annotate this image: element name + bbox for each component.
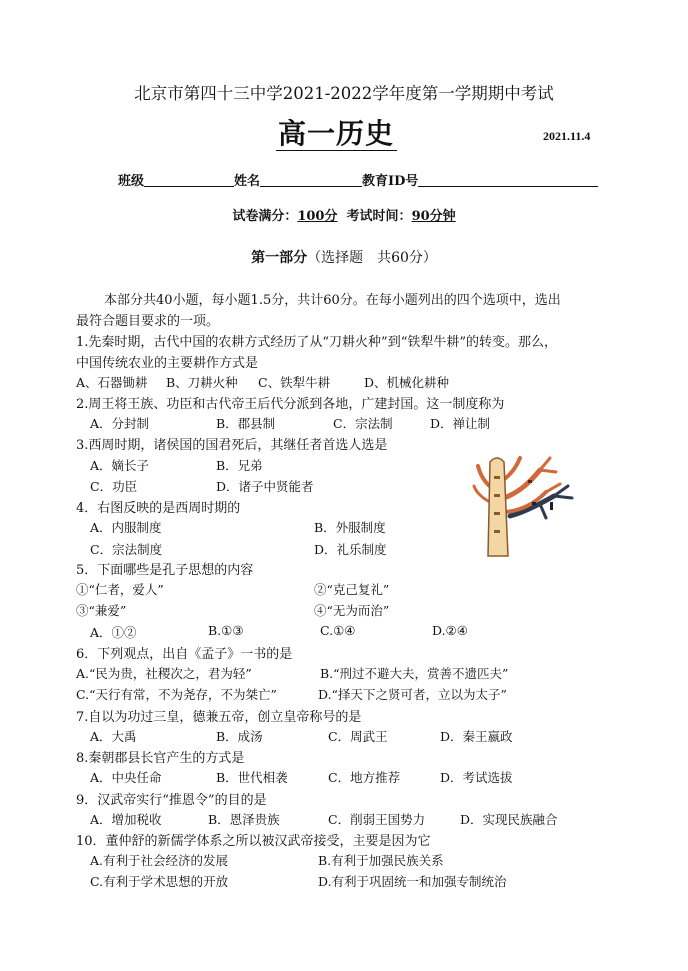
question-4-option-d[interactable]: D．礼乐制度 [314, 542, 387, 557]
question-5-option-b[interactable]: B.①③ [208, 623, 244, 638]
question-8-option-b[interactable]: B．世代相袭 [216, 770, 288, 785]
question-1-option-c[interactable]: C、铁犁牛耕 [258, 375, 331, 390]
section-title [0, 247, 688, 267]
section-title-bold: 第一部分 [251, 250, 308, 266]
question-5-item-3: ③“兼爱” [76, 603, 127, 618]
question-4-option-b[interactable]: B．外服制度 [314, 520, 386, 535]
question-8-option-d[interactable]: D．考试选拔 [440, 770, 513, 785]
name-label: 姓名 [234, 174, 261, 189]
question-3-option-c[interactable]: C．功臣 [90, 479, 138, 494]
question-8-stem: 8.秦朝郡县长官产生的方式是 [76, 751, 245, 766]
question-10-option-d[interactable]: D.有利于巩固统一和加强专制统治 [318, 874, 507, 889]
question-1-option-d[interactable]: D、机械化耕种 [364, 375, 450, 390]
school-exam-title: 北京市第四十三中学2021-2022学年度第一学期期中考试 [134, 84, 554, 103]
question-8-option-a[interactable]: A．中央任命 [90, 770, 162, 785]
question-4-option-c[interactable]: C．宗法制度 [90, 542, 163, 557]
question-2-option-b[interactable]: B．郡县制 [216, 416, 276, 431]
question-7-option-d[interactable]: D．秦王嬴政 [440, 729, 513, 744]
student-info-row [118, 170, 598, 189]
question-9-option-a[interactable]: A．增加税收 [90, 812, 162, 827]
exam-meta-row [0, 205, 688, 224]
question-3-option-a[interactable]: A．嫡长子 [90, 458, 150, 473]
question-9-option-b[interactable]: B．恩泽贵族 [208, 812, 280, 827]
question-5-item-1: ①“仁者，爱人” [76, 582, 164, 597]
question-1-option-b[interactable]: B、刀耕火种 [166, 375, 238, 390]
family-tree-diagram-icon [470, 452, 582, 557]
score-value: 100分 [297, 209, 338, 224]
id-blank[interactable] [418, 173, 598, 187]
question-10-stem: 10．董仲舒的新儒学体系之所以被汉武帝接受，主要是因为它 [76, 834, 431, 849]
question-5-option-a[interactable]: A．①② [90, 625, 137, 640]
question-5-item-2: ②“克己复礼” [314, 582, 390, 597]
question-10-option-b[interactable]: B.有利于加强民族关系 [318, 853, 444, 868]
question-7-stem: 7.自以为功过三皇，德兼五帝，创立皇帝称号的是 [76, 710, 362, 725]
question-8-option-c[interactable]: C．地方推荐 [328, 770, 401, 785]
family-tree-figure [470, 452, 582, 561]
question-9-option-d[interactable]: D．实现民族融合 [460, 812, 558, 827]
question-2-option-c[interactable]: C．宗法制 [333, 416, 393, 431]
subject-title: 高一历史 [278, 117, 395, 150]
question-1-option-a[interactable]: A、石器锄耕 [76, 375, 148, 390]
question-2-option-a[interactable]: A．分封制 [90, 416, 150, 431]
class-blank[interactable] [144, 173, 234, 187]
question-1-stem-line2: 中国传统农业的主要耕作方式是 [76, 356, 259, 371]
time-value: 90分钟 [411, 209, 456, 224]
question-5-item-4: ④“无为而治” [314, 603, 390, 618]
question-7-option-a[interactable]: A．大禹 [90, 729, 137, 744]
question-3-stem: 3.西周时期，诸侯国的国君死后，其继任者首选人选是 [76, 438, 388, 453]
question-5-option-d[interactable]: D.②④ [432, 623, 468, 638]
section-instruction-line1: 本部分共40小题，每小题1.5分，共计60分。在每小题列出的四个选项中，选出 [104, 293, 561, 308]
question-2-stem: 2.周王将王族、功臣和古代帝王后代分派到各地，广建封国。这一制度称为 [76, 397, 505, 412]
class-label: 班级 [118, 174, 145, 189]
question-5-option-c[interactable]: C.①④ [320, 623, 356, 638]
question-7-option-b[interactable]: B．成汤 [216, 729, 263, 744]
question-2-option-d[interactable]: D．禅让制 [430, 416, 491, 431]
score-label: 试卷满分： [232, 209, 298, 224]
question-6-option-c[interactable]: C.“天行有常，不为尧存，不为桀亡” [76, 687, 277, 702]
exam-date: 2021.11.4 [543, 129, 591, 143]
question-9-option-c[interactable]: C．削弱王国势力 [328, 812, 426, 827]
id-label: 教育ID号 [362, 174, 419, 189]
title-underline [276, 150, 397, 151]
question-10-option-c[interactable]: C.有利于学术思想的开放 [90, 874, 229, 889]
question-6-stem: 6．下列观点，出自《孟子》一书的是 [76, 647, 293, 662]
section-title-rest: （选择题 共60分） [307, 250, 437, 266]
question-7-option-c[interactable]: C．周武王 [328, 729, 388, 744]
question-4-option-a[interactable]: A．内服制度 [90, 520, 162, 535]
question-4-stem: 4．右图反映的是西周时期的 [76, 501, 241, 516]
name-blank[interactable] [260, 173, 362, 187]
question-5-stem: 5．下面哪些是孔子思想的内容 [76, 563, 254, 578]
question-9-stem: 9．汉武帝实行“推恩令”的目的是 [76, 793, 267, 808]
question-6-option-a[interactable]: A.“民为贵，社稷次之，君为轻” [76, 666, 252, 681]
question-6-option-b[interactable]: B.“刑过不避大夫，赏善不遗匹夫” [320, 666, 509, 681]
question-10-option-a[interactable]: A.有利于社会经济的发展 [90, 853, 229, 868]
question-6-option-d[interactable]: D.“择天下之贤可者，立以为太子” [318, 687, 507, 702]
question-3-option-d[interactable]: D．诸子中贤能者 [216, 479, 314, 494]
time-label: 考试时间： [346, 209, 412, 224]
question-3-option-b[interactable]: B．兄弟 [216, 458, 263, 473]
question-1-stem-line1: 1.先秦时期，古代中国的农耕方式经历了从“刀耕火种”到“铁犁牛耕”的转变。那么， [76, 335, 557, 350]
section-instruction-line2: 最符合题目要求的一项。 [76, 314, 220, 329]
